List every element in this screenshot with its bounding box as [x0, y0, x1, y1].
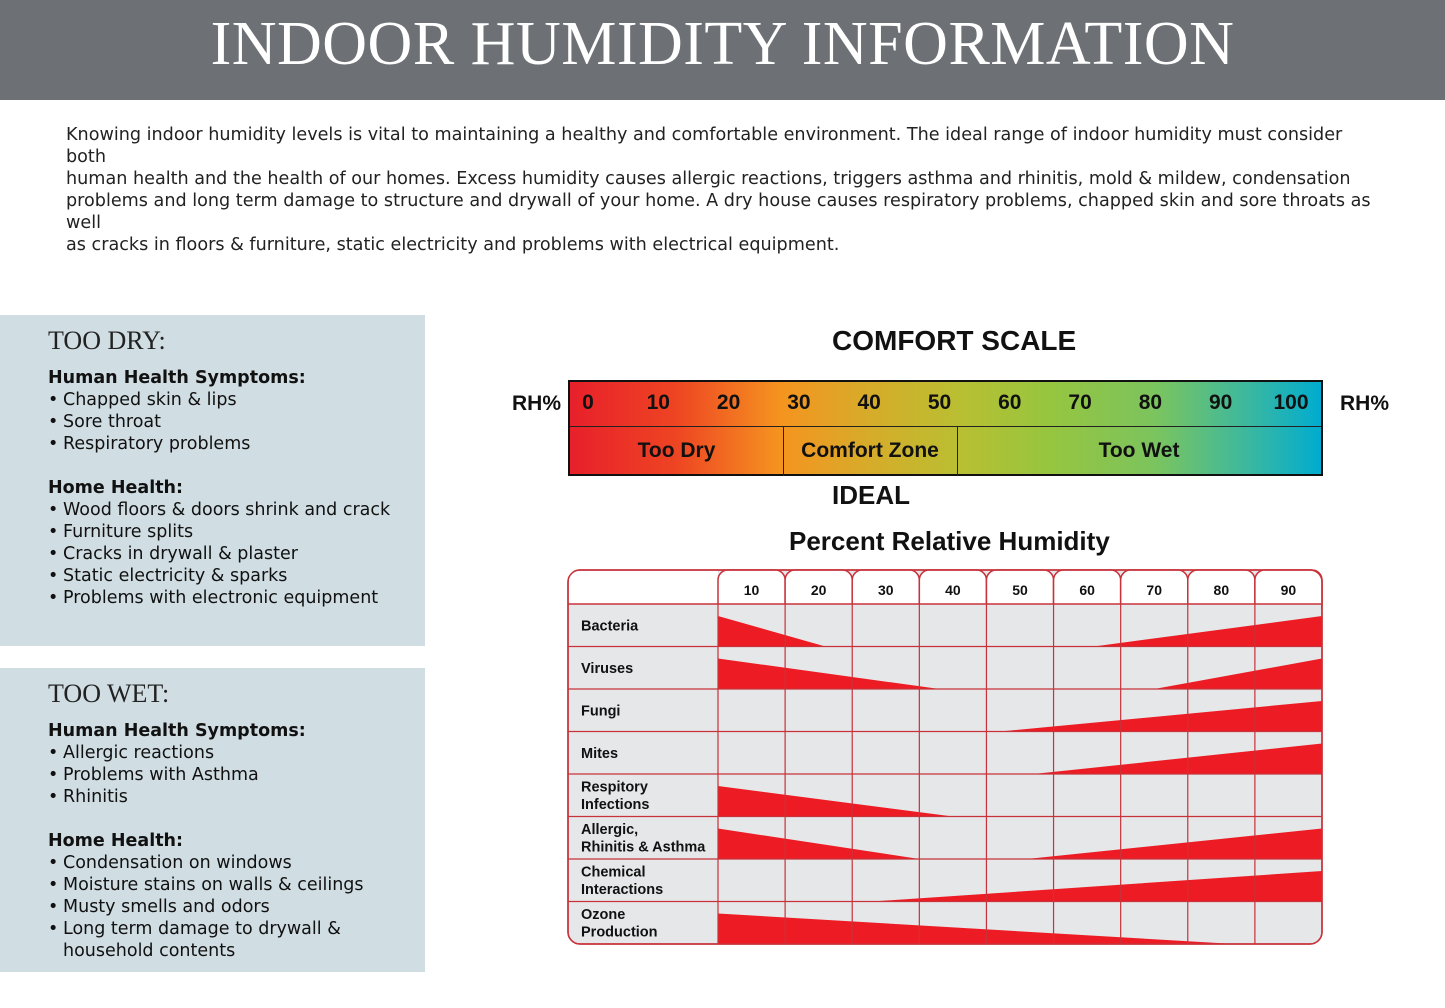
scale-tick-label: 70: [1068, 391, 1092, 414]
header-baseline-fill: [569, 604, 1321, 616]
list-item: • Problems with Asthma: [48, 764, 405, 786]
header-corner: [569, 571, 718, 604]
risk-chart-title: Percent Relative Humidity: [789, 526, 1110, 556]
scale-tick-label: 80: [1138, 391, 1163, 414]
too-wet-home-heading: Home Health:: [48, 831, 184, 851]
scale-tick-label: 20: [716, 391, 741, 414]
row-label: Allergic,: [581, 822, 639, 838]
row-label: Interactions: [581, 882, 664, 898]
list-item: • Moisture stains on walls & ceilings: [48, 874, 405, 896]
row-label: Ozone: [581, 907, 626, 923]
column-header-label: 10: [743, 582, 760, 598]
row-label: Chemical: [581, 864, 646, 881]
scale-zone-label: Too Dry: [637, 439, 716, 462]
list-item: • Furniture splits: [48, 521, 405, 543]
too-wet-human-heading: Human Health Symptoms:: [48, 721, 306, 741]
rh-right-label: RH%: [1340, 392, 1390, 415]
scale-tick-label: 100: [1273, 391, 1309, 414]
column-header-label: 50: [1012, 582, 1028, 598]
list-item: • Static electricity & sparks: [48, 565, 405, 587]
column-header-label: 70: [1146, 582, 1163, 598]
column-header-label: 20: [810, 582, 827, 598]
comfort-scale-title: COMFORT SCALE: [832, 325, 1077, 356]
scale-tick-label: 0: [582, 391, 594, 414]
column-header-label: 80: [1213, 582, 1230, 598]
list-item: • Cracks in drywall & plaster: [48, 543, 405, 565]
column-header-label: 40: [945, 582, 961, 598]
list-item: • Wood floors & doors shrink and crack: [48, 499, 405, 521]
list-item: • Musty smells and odors: [48, 896, 405, 918]
list-item: • Condensation on windows: [48, 852, 405, 874]
too-wet-title: TOO WET:: [48, 679, 170, 708]
row-label: Bacteria: [581, 618, 639, 635]
intro-line: problems and long term damage to structure and drywall of your home. A dry house causes respiratory problems, chapped skin and sore throats as well: [66, 191, 1371, 233]
column-header-label: 90: [1280, 582, 1297, 598]
scale-zone-label: Comfort Zone: [801, 439, 939, 462]
column-header-label: 30: [877, 582, 894, 598]
too-dry-title: TOO DRY:: [48, 326, 166, 355]
scale-tick-label: 40: [857, 391, 881, 414]
scale-tick-label: 50: [927, 391, 952, 414]
row-label: Production: [581, 924, 658, 941]
scale-tick-label: 60: [998, 391, 1022, 414]
list-item: • Rhinitis: [48, 786, 405, 808]
list-item: • Sore throat: [48, 411, 405, 433]
intro-line: as cracks in floors & furniture, static electricity and problems with electrical equipment.: [66, 235, 840, 255]
intro-line: human health and the health of our homes. Excess humidity causes allergic reactions, triggers asthma and rhinitis, mold & mildew, condensation: [66, 169, 1351, 189]
list-item: • Respiratory problems: [48, 433, 405, 455]
scale-zone-label: Too Wet: [1098, 439, 1180, 462]
page-title: INDOOR HUMIDITY INFORMATION: [0, 0, 1445, 100]
ideal-label: IDEAL: [832, 480, 910, 510]
column-header-label: 60: [1079, 582, 1095, 598]
row-label: Rhinitis & Asthma: [581, 839, 706, 856]
row-label: Respitory: [581, 779, 648, 796]
too-dry-human-heading: Human Health Symptoms:: [48, 368, 306, 388]
row-label: Mites: [581, 745, 619, 762]
row-label: Viruses: [581, 660, 634, 677]
list-item: • Problems with electronic equipment: [48, 587, 405, 609]
row-label: Infections: [581, 797, 650, 813]
list-item: • Chapped skin & lips: [48, 389, 405, 411]
rh-left-label: RH%: [512, 392, 562, 415]
too-dry-home-heading: Home Health:: [48, 478, 184, 498]
row-label: Fungi: [581, 703, 621, 720]
scale-tick-label: 10: [646, 391, 670, 414]
list-item: • Long term damage to drywall & household contents: [48, 918, 405, 962]
intro-line: Knowing indoor humidity levels is vital to maintaining a healthy and comfortable environment. The ideal range of indoor humidity must consider both: [66, 125, 1343, 167]
scale-tick-label: 30: [787, 391, 811, 414]
scale-tick-label: 90: [1209, 391, 1233, 414]
list-item: • Allergic reactions: [48, 742, 405, 764]
